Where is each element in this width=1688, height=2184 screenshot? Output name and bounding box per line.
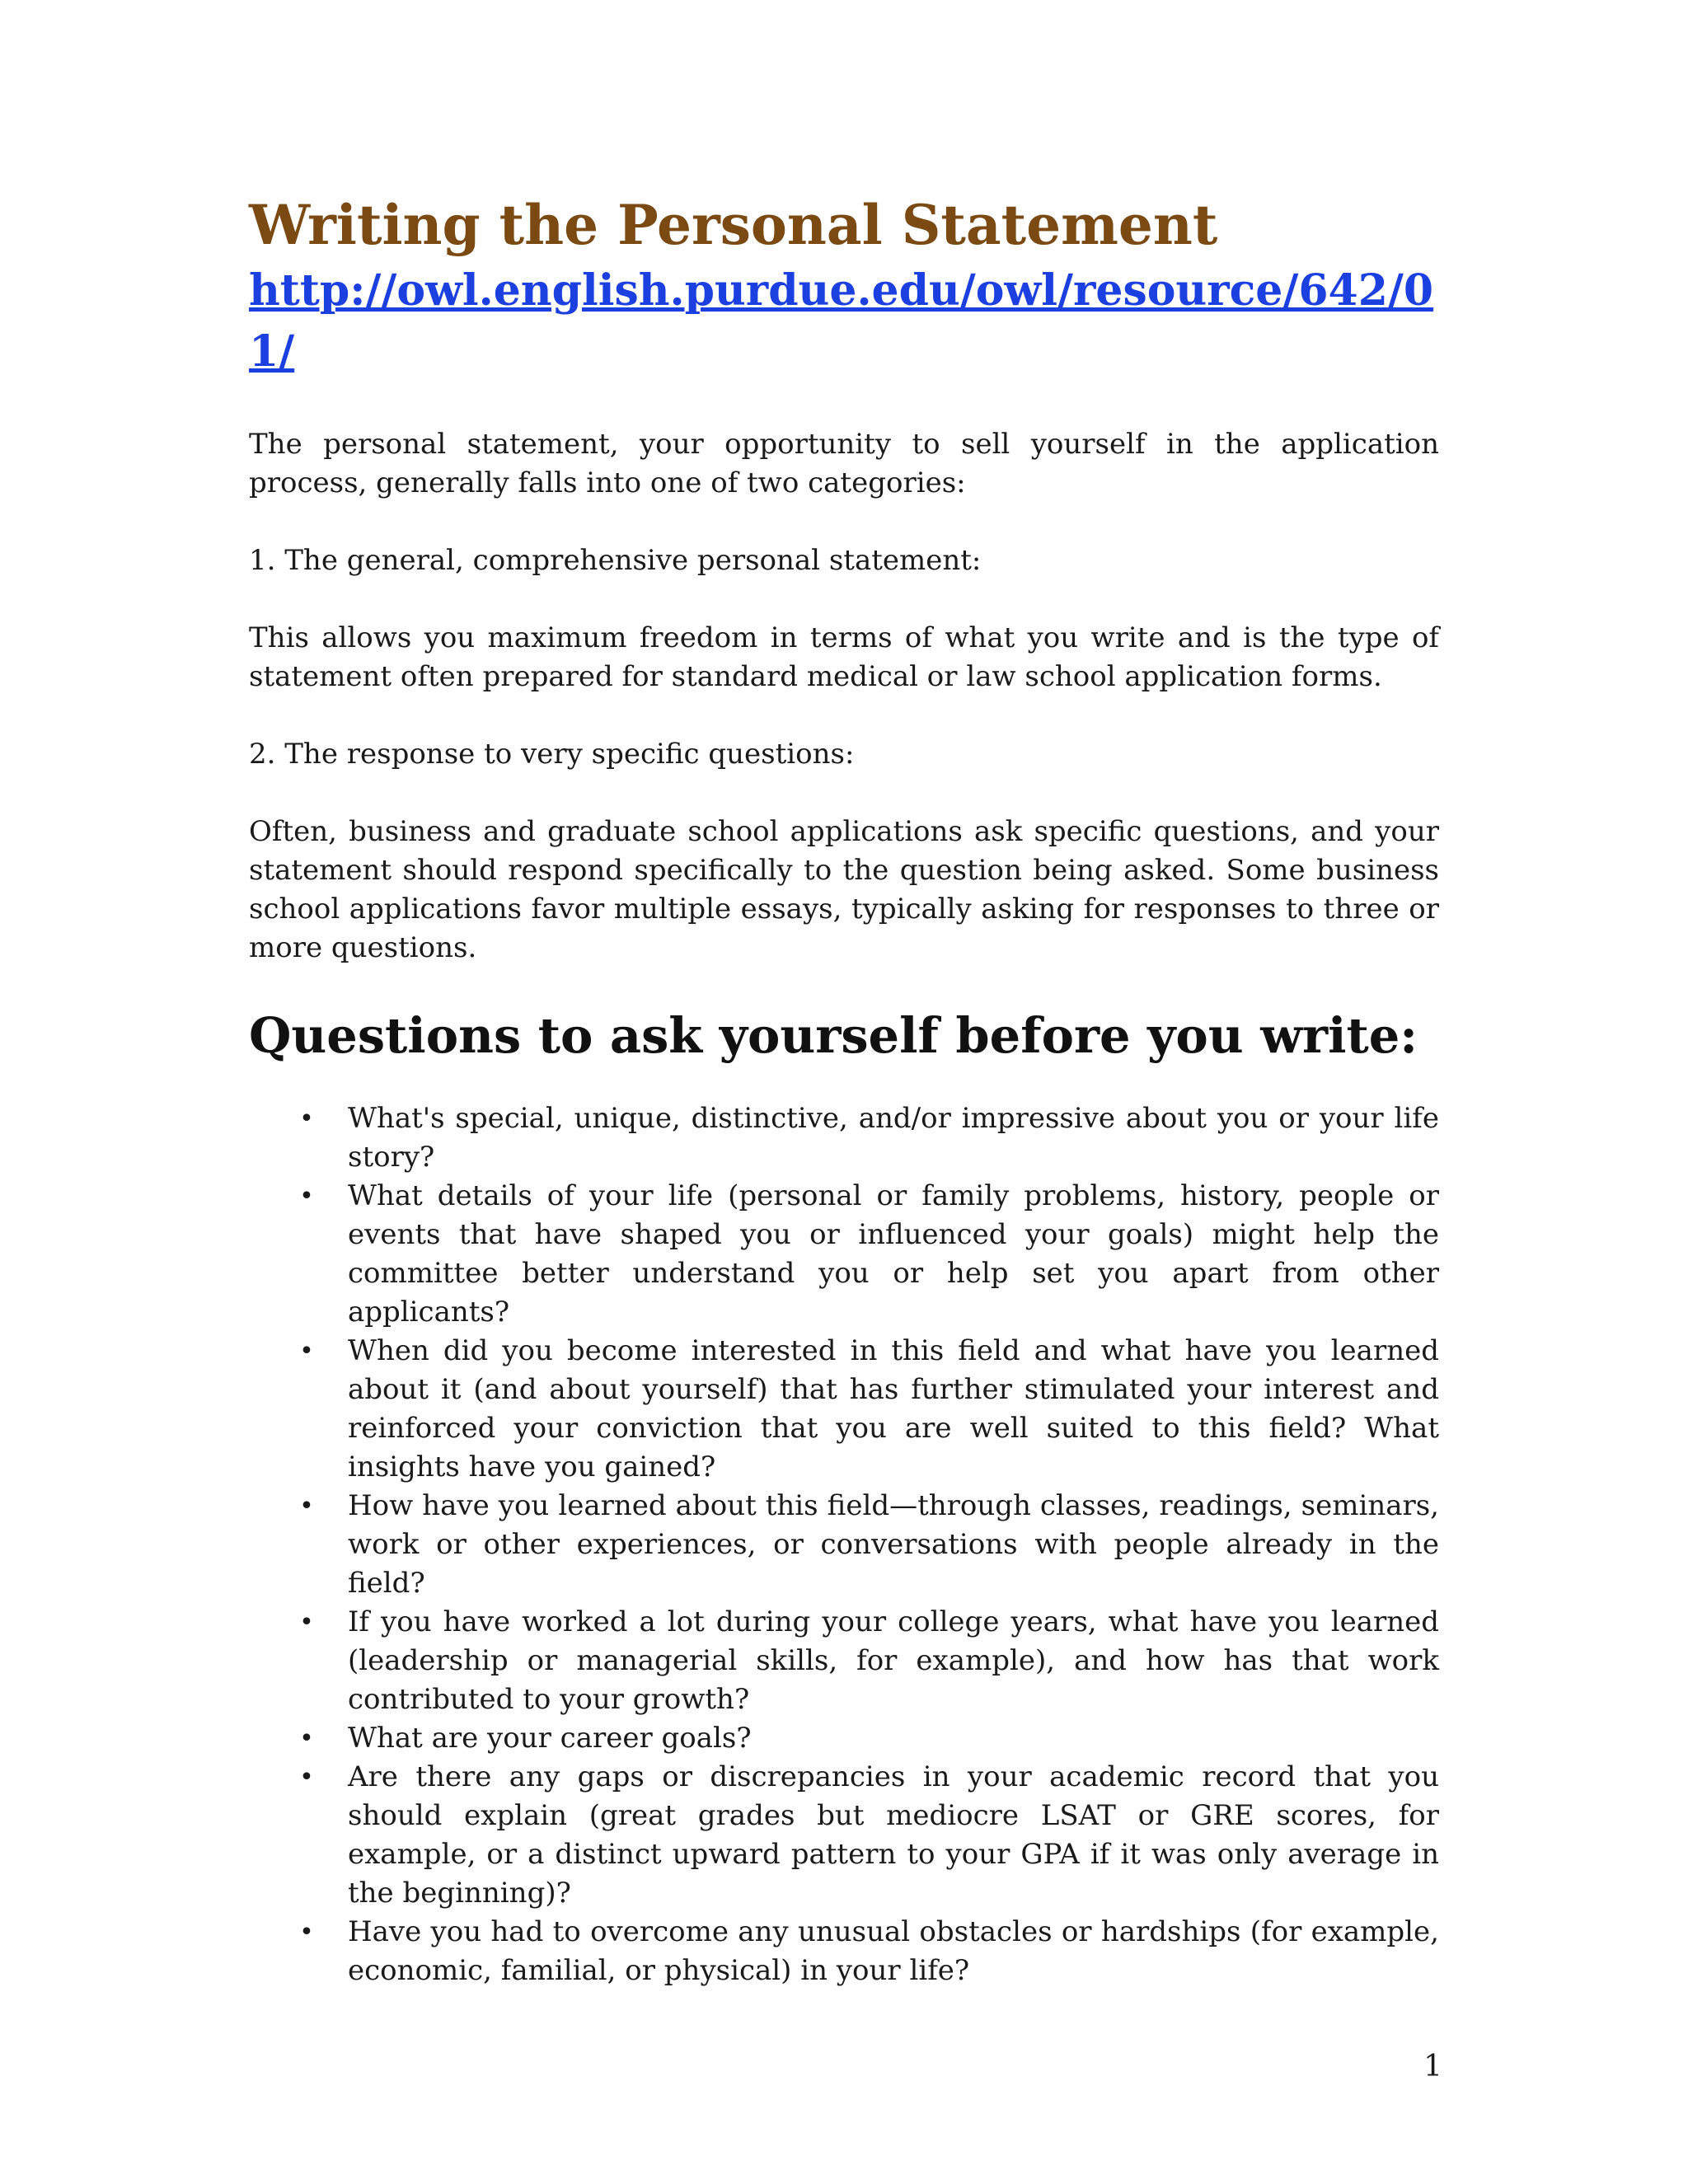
bullet-icon: •	[299, 1182, 314, 1211]
page-number: 1	[1423, 2050, 1442, 2083]
list-item	[249, 1913, 1439, 1990]
category-one-description: This allows you maximum freedom in terms of what you write and is the type of statement often prepared for standard medical or law school application forms.	[249, 621, 1439, 693]
document-page	[249, 190, 1439, 1990]
question-text: What details of your life (personal or family problems, history, people or events that have shaped you or influenced your goals) might help the committee better understand you or help set you apart from other applicants?	[348, 1179, 1439, 1329]
bullet-icon: •	[299, 1104, 314, 1133]
bullet-icon: •	[299, 1492, 314, 1521]
question-text: What are your career goals?	[348, 1722, 752, 1755]
question-text: Are there any gaps or discrepancies in your academic record that you should explain (great grades but mediocre LSAT or GRE scores, for example, or a distinct upward pattern to your GPA if it was only average in the beginning)?	[348, 1760, 1439, 1910]
intro-paragraph: The personal statement, your opportunity to sell yourself in the application process, generally falls into one of two categories:	[249, 428, 1439, 499]
document-title: Writing the Personal Statement	[249, 193, 1218, 257]
list-item	[249, 1603, 1439, 1719]
list-item	[249, 1487, 1439, 1603]
list-item	[249, 1758, 1439, 1913]
bullet-icon: •	[299, 1337, 314, 1366]
questions-heading: Questions to ask yourself before you write:	[249, 1007, 1418, 1064]
question-text: What's special, unique, distinctive, and/or impressive about you or your life story?	[348, 1102, 1439, 1174]
bullet-icon: •	[299, 1608, 314, 1637]
category-two-description: Often, business and graduate school applications ask specific questions, and your statement should respond specifically to the question being asked. Some business school applications favor multiple essays, typically asking for responses to three or more questions.	[249, 815, 1439, 964]
list-item	[249, 1177, 1439, 1332]
question-text: When did you become interested in this field and what have you learned about it (and about yourself) that has further stimulated your interest and reinforced your conviction that you are well suited to this field? What insights have you gained?	[348, 1334, 1439, 1483]
list-item	[249, 1332, 1439, 1487]
list-item	[249, 1719, 1439, 1758]
bullet-icon: •	[299, 1724, 314, 1753]
questions-list	[249, 1099, 1439, 1990]
category-one-label: 1. The general, comprehensive personal statement:	[249, 544, 982, 577]
question-text: If you have worked a lot during your college years, what have you learned (leadership or managerial skills, for example), and how has that work contributed to your growth?	[348, 1605, 1439, 1716]
category-two-label: 2. The response to very specific questions:	[249, 738, 855, 771]
bullet-icon: •	[299, 1763, 314, 1792]
question-text: How have you learned about this field—through classes, readings, seminars, work or other experiences, or conversations with people already in the field?	[348, 1489, 1439, 1600]
bullet-icon: •	[299, 1918, 314, 1947]
source-link[interactable]: http://owl.english.purdue.edu/owl/resource/642/01/	[249, 265, 1434, 377]
question-text: Have you had to overcome any unusual obstacles or hardships (for example, economic, familial, or physical) in your life?	[348, 1915, 1439, 1987]
list-item	[249, 1099, 1439, 1177]
